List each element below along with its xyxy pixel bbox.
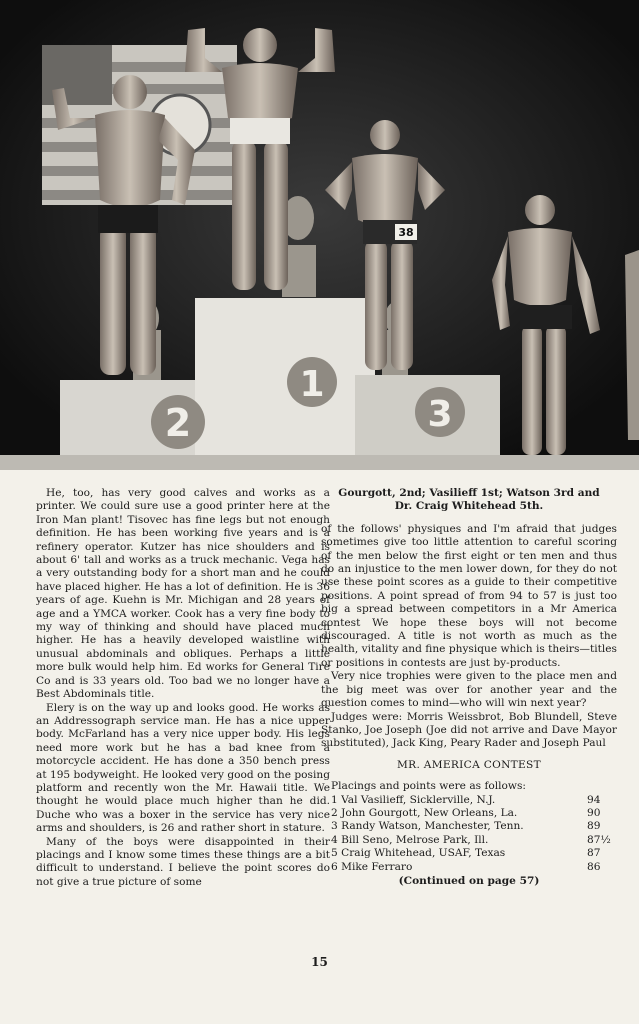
placing-points: 90: [587, 806, 601, 819]
list-item: [321, 807, 617, 820]
placing-name: 6 Mike Ferraro: [331, 860, 413, 873]
placing-points: 87: [587, 847, 601, 860]
placing-points: 89: [587, 820, 601, 833]
placings-intro: Placings and points were as follows:: [331, 780, 526, 793]
list-item: [321, 834, 617, 847]
podium-scene: [0, 0, 639, 470]
placing-points: 94: [587, 793, 601, 806]
placing-points: 87½: [587, 833, 611, 846]
placing-name: 1 Val Vasilieff, Sicklerville, N.J.: [331, 793, 496, 806]
podium-label-2: 2: [164, 401, 192, 445]
caption-line: Dr. Craig Whitehead 5th.: [394, 500, 544, 513]
list-item: [321, 861, 617, 874]
paragraph: Many of the boys were disappointed in their placings and I know some times these things are a bit difficult to understand. I believe the point scores do not give a true picture of some: [36, 835, 330, 888]
right-column: [321, 487, 617, 888]
placings-list: [321, 794, 617, 874]
paragraph: Judges were: Morris Weissbrot, Bob Blundell, Steve Stanko, Joe Joseph (Joe did not arrive and Dave Mayor substituted), Jack King, Peary Rader and Joseph Paul: [321, 710, 617, 750]
photo-caption: [321, 487, 617, 514]
placing-name: 2 John Gourgott, New Orleans, La.: [331, 806, 518, 819]
list-item: [321, 820, 617, 833]
placing-name: 4 Bill Seno, Melrose Park, Ill.: [331, 833, 489, 846]
caption-line: Gourgott, 2nd; Vasilieff 1st; Watson 3rd and: [338, 487, 600, 499]
trunk-number: 38: [398, 226, 414, 239]
placing-points: 86: [587, 860, 601, 873]
paragraph: He, too, has very good calves and works as a printer. We could sure use a good printer here at the Iron Man plant! Tisovec has fine legs but not enough definition. He has been working five years and is a refinery operator. Kutzer has nice shoulders and is about 6' tall and works as a truck mechanic. Vega has a very outstanding body for a short man and he could have placed higher. He has a lot of definition. He is 36 years of age. Kuehn is Mr. Michigan and 28 years of age and a YMCA worker. Cook has a very fine body to my way of thinking and should have placed much higher. He has a heavily developed waistline with unusual abdominals and obliques. Perhaps a little more bulk would help him. Ed works for General Tire Co and is 33 years old. Too bad we no longer have a Best Abdominals title.: [36, 487, 330, 701]
contest-photo: [0, 0, 639, 470]
left-column: [36, 487, 330, 889]
section-title: MR. AMERICA CONTEST: [397, 758, 541, 771]
placing-name: 3 Randy Watson, Manchester, Tenn.: [331, 820, 524, 833]
continued-note: (Continued on page 57): [398, 874, 540, 887]
list-item: [321, 847, 617, 860]
podium-label-1: 1: [299, 364, 325, 405]
list-item: [321, 794, 617, 807]
paragraph: Very nice trophies were given to the place men and the big meet was over for another year and the question comes to mind—who will win next year?: [321, 670, 617, 710]
paragraph: of the follows' physiques and I'm afraid that judges sometimes give too little attention to careful scoring of the men below the first eight or ten men and thus do an injustice to the men lower down, for they do not use these point scores as a guide to their competitive positions. A point spread of from 94 to 57 is just too big a spread between competitors in a Mr America contest We hope these boys will not become discouraged. A title is not worth as much as the health, vitality and fine physique which is theirs—titles or positions in contests are just by-products.: [321, 522, 617, 669]
page-number: 15: [311, 955, 328, 969]
paragraph: Elery is on the way up and looks good. He works as an Addressograph service man. He has a nice upper body. McFarland has a very nice upper body. His legs need more work but he has a bad knee from a motorcycle accident. He has done a 350 bench press at 195 bodyweight. He looked very good on the posing platform and recently won the Mr. Hawaii title. We thought he would place much higher than he did. Duche who was a boxer in the service has very nice arms and shoulders, is 26 and rather short in stature.: [36, 701, 330, 835]
podium-label-3: 3: [427, 394, 453, 435]
placing-name: 5 Craig Whitehead, USAF, Texas: [331, 847, 506, 860]
